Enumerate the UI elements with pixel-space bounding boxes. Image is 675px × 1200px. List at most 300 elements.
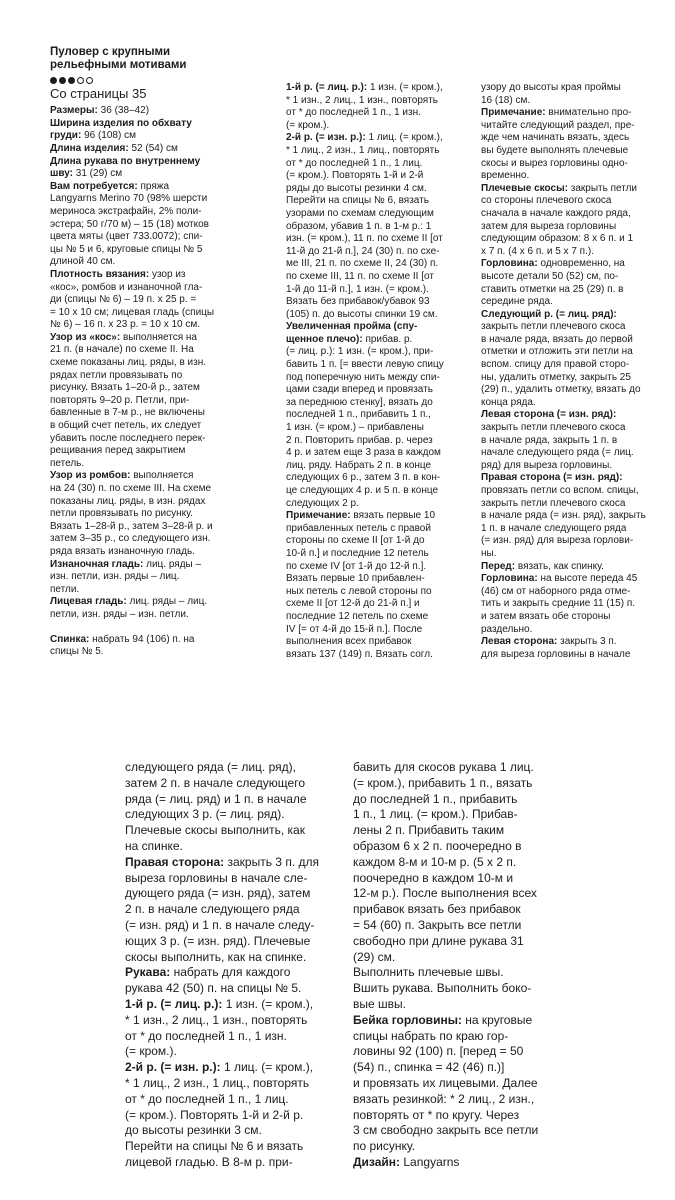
body-text: спицы № 5. xyxy=(50,646,104,658)
section-label: Правая сторона: xyxy=(125,854,228,869)
body-text: внимательно про- xyxy=(548,107,632,119)
body-text: (= изн. ряд) для выреза горлови- xyxy=(481,535,634,547)
body-text: вязать, как спинку. xyxy=(517,560,604,572)
text-line xyxy=(50,634,272,647)
body-text: затем 3–35 р., со следующего изн. xyxy=(50,533,211,545)
body-text: следующего ряда (= лиц. ряд), xyxy=(125,760,296,774)
section-label: 1-й р. (= лиц. р.): xyxy=(286,82,370,93)
body-text: пряжа xyxy=(140,180,169,192)
body-text: 1 лиц. (= кром.), xyxy=(223,1060,314,1075)
body-text: тить и закрыть средние 11 (15) п. xyxy=(481,598,636,610)
section-label: Примечание: xyxy=(481,107,549,119)
body-text: ны, удалить отметку, закрыть 25 xyxy=(481,371,631,383)
text-line xyxy=(286,195,478,208)
body-text: * 1 лиц., 2 изн., 1 лиц., повторять xyxy=(125,1075,310,1090)
text-line xyxy=(353,965,573,981)
text-line xyxy=(353,871,573,887)
section-label: Плечевые скосы: xyxy=(481,182,571,194)
text-line xyxy=(50,533,272,546)
text-line xyxy=(125,1108,335,1124)
body-text: начале следующего ряда (= лиц. xyxy=(481,447,634,459)
text-line xyxy=(125,792,335,808)
body-text: (46) см от наборного ряда отме- xyxy=(481,585,631,597)
body-text: закрыть петли плечевого скоса xyxy=(481,321,626,333)
body-text: петли, изн. ряды – изн. петли. xyxy=(50,608,189,620)
text-line xyxy=(50,483,272,496)
body-text: (54) п., спинка = 42 (46) п.)] xyxy=(353,1060,505,1075)
text-line xyxy=(50,105,272,118)
section-label: Длина изделия: xyxy=(50,142,132,154)
text-line xyxy=(481,158,671,171)
text-line xyxy=(286,435,478,448)
text-line xyxy=(286,296,478,309)
text-line xyxy=(353,1108,573,1124)
text-line xyxy=(125,855,335,871)
body-text: * 1 изн., 2 лиц., 1 изн., повторять xyxy=(286,94,438,106)
body-text: Langyarns Merino 70 (98% шерсти xyxy=(50,193,208,205)
body-text: на круговые xyxy=(465,1012,533,1027)
body-text: закрыть 3 п. для xyxy=(227,854,319,869)
text-line xyxy=(50,395,272,408)
text-line xyxy=(481,372,671,385)
text-line xyxy=(286,535,478,548)
body-text: в начале ряда, вязать до первой xyxy=(481,333,633,345)
body-text: повторять от * по кругу. Через xyxy=(353,1107,520,1122)
body-text: узор из xyxy=(151,268,186,280)
body-text: образом 6 х 2 п. поочередно в xyxy=(353,838,522,853)
text-line xyxy=(286,598,478,611)
body-text: схеме показаны лиц. ряды, в изн. xyxy=(50,357,207,369)
body-text: петель. xyxy=(50,457,85,469)
body-text: выполнения всех прибавок xyxy=(286,636,412,648)
body-text: прибавленных петель с правой xyxy=(286,522,431,534)
text-line xyxy=(481,636,671,649)
text-line xyxy=(286,372,478,385)
body-text: 52 (54) см xyxy=(131,142,178,154)
text-line xyxy=(50,470,272,483)
text-line xyxy=(353,1076,573,1092)
body-text: 1 изн. (= кром.), xyxy=(225,996,314,1011)
body-text: вязать 137 (149) п. Вязать согл. xyxy=(286,648,433,660)
text-line xyxy=(286,447,478,460)
body-text: скосы и вырез горловины одно- xyxy=(481,157,628,169)
text-line xyxy=(481,485,671,498)
body-text: следующих 3 р. (= лиц. ряд). xyxy=(125,807,285,822)
body-text: «кос», ромбов и изнаночной гла- xyxy=(50,281,203,293)
section-label: Плотность вязания: xyxy=(50,268,152,280)
text-line xyxy=(353,997,573,1013)
text-line xyxy=(50,521,272,534)
text-line xyxy=(353,855,573,871)
body-text: затем 2 п. в начале следующего xyxy=(125,775,305,790)
body-text: 1 изн. (= кром.), xyxy=(369,82,443,93)
text-line xyxy=(50,357,272,370)
text-line xyxy=(353,981,573,997)
filled-dot-icon xyxy=(59,77,66,84)
body-text: Вязать без прибавок/убавок 93 xyxy=(286,296,430,308)
body-text: 1-й до 11-й п.], 1 изн. (= кром.). xyxy=(286,283,429,295)
text-line xyxy=(50,269,272,282)
text-line xyxy=(125,997,335,1013)
body-text: ловины 92 (100) п. [перед = 50 xyxy=(353,1044,524,1059)
section-label: Размеры: xyxy=(50,105,101,117)
body-text: вые швы. xyxy=(353,996,406,1011)
body-text: (105) п. до высоты спинки 19 см. xyxy=(286,308,438,320)
text-line xyxy=(50,596,272,609)
text-line xyxy=(481,120,671,133)
body-text: образом, убавив 1 п. в 1-м р.: 1 xyxy=(286,220,432,232)
section-label: Примечание: xyxy=(286,510,354,522)
body-text: ряда вязать изнаночную гладь. xyxy=(50,545,195,557)
text-line xyxy=(286,472,478,485)
section-label: щенное плечо): xyxy=(286,333,366,345)
text-line xyxy=(286,309,478,322)
text-line xyxy=(50,559,272,572)
text-line xyxy=(125,1076,335,1092)
body-text: со стороны плечевого скоса xyxy=(481,195,612,207)
body-text: Перейти на спицы № 6, вязать xyxy=(286,195,429,207)
body-text: от * до последней 1 п., 1 изн. xyxy=(286,107,421,119)
text-line xyxy=(125,1092,335,1108)
text-line xyxy=(50,433,272,446)
body-text: спицы набрать по краю гор- xyxy=(353,1028,509,1043)
body-text: 12-м р.). После выполнения всех xyxy=(353,886,537,901)
body-text: 11-й до 21-й п.], 24 (30) п. по схе- xyxy=(286,245,440,257)
text-line xyxy=(286,82,478,95)
text-line xyxy=(481,183,671,196)
body-text: длиной 40 см. xyxy=(50,256,116,268)
text-line xyxy=(286,611,478,624)
body-text: на спинке. xyxy=(125,838,183,853)
text-line xyxy=(481,170,671,183)
text-line xyxy=(286,208,478,221)
text-line xyxy=(50,319,272,332)
text-line xyxy=(481,397,671,410)
text-line xyxy=(286,233,478,246)
body-text: 96 (108) см xyxy=(84,130,136,142)
body-text: * 1 изн., 2 лиц., 1 изн., повторять xyxy=(125,1012,308,1027)
body-text: 36 (38–42) xyxy=(100,105,150,117)
column-4 xyxy=(125,760,335,1171)
section-label: Вам потребуется: xyxy=(50,180,141,192)
text-line xyxy=(481,573,671,586)
column-2 xyxy=(286,82,478,661)
body-text: прибавок вязать без прибавок xyxy=(353,902,521,917)
body-text: Вязать 1–28-й р., затем 3–28-й р. и xyxy=(50,520,213,532)
text-line xyxy=(50,168,272,181)
body-text: узорами по схемам следующим xyxy=(286,207,434,219)
text-line xyxy=(286,460,478,473)
body-text: (29) см. xyxy=(353,949,396,964)
body-text: изн. (= кром.), 11 п. по схеме II [от xyxy=(286,233,443,245)
text-line xyxy=(286,321,478,334)
text-line xyxy=(353,1092,573,1108)
text-line xyxy=(481,107,671,120)
text-line xyxy=(286,132,478,145)
section-label: Горловина: xyxy=(481,573,541,585)
body-text: середине ряда. xyxy=(481,296,553,308)
section-label: Рукава: xyxy=(125,965,174,980)
body-text: следующим образом: 8 х 6 п. и 1 xyxy=(481,233,634,245)
text-line xyxy=(125,1155,335,1171)
text-line xyxy=(353,950,573,966)
body-text: за переднюю стенку], вязать до xyxy=(286,396,433,408)
text-line xyxy=(353,918,573,934)
text-line xyxy=(50,571,272,584)
body-text: бавить для скосов рукава 1 лиц. xyxy=(353,760,534,774)
text-line xyxy=(125,965,335,981)
body-text: на высоте переда 45 xyxy=(540,573,638,585)
text-line xyxy=(353,1044,573,1060)
body-text: следующих 2 р. xyxy=(286,497,359,509)
text-line xyxy=(353,823,573,839)
body-text: 31 (29) см xyxy=(75,168,123,180)
body-text: (= лиц. р.): 1 изн. (= кром.), при- xyxy=(286,346,434,358)
column-3 xyxy=(481,82,671,661)
body-text: отметки и отложить эти петли на xyxy=(481,346,633,358)
text-line xyxy=(125,1139,335,1155)
text-line xyxy=(286,346,478,359)
text-line xyxy=(353,792,573,808)
section-label: 1-й р. (= лиц. р.): xyxy=(125,996,226,1011)
body-text: бавленные в 7-м р., не включены xyxy=(50,407,205,419)
text-line xyxy=(353,760,573,776)
text-line xyxy=(50,219,272,232)
text-line xyxy=(50,181,272,194)
article-title xyxy=(50,46,272,71)
body-text: убавить после последнего перек- xyxy=(50,432,206,444)
text-line xyxy=(50,420,272,433)
body-text: ряды до высоты резинки 4 см. xyxy=(286,182,427,194)
section-label: Горловина: xyxy=(481,258,541,270)
text-line xyxy=(125,871,335,887)
text-line xyxy=(353,886,573,902)
source-reference: Со страницы 35 xyxy=(50,86,147,102)
text-line xyxy=(481,422,671,435)
body-text: рещивания перед закрытием xyxy=(50,445,186,457)
body-text: в начале ряда (= изн. ряд), закрыть xyxy=(481,510,646,522)
text-line xyxy=(481,359,671,372)
body-text: петли. xyxy=(50,583,80,595)
text-line xyxy=(50,344,272,357)
body-text: 1 лиц. (= кром.), xyxy=(368,132,443,144)
column-5 xyxy=(353,760,573,1171)
body-text: 4 р. и затем еще 3 раза в каждом xyxy=(286,447,441,459)
body-text: IV [= от 4-й до 15-й п.]. После xyxy=(286,623,423,635)
body-text: вспом. спицу для правой сторо- xyxy=(481,359,630,371)
body-text: (= кром.). xyxy=(125,1044,177,1059)
empty-dot-icon xyxy=(86,77,93,84)
body-text: под поперечную нить между спи- xyxy=(286,371,440,383)
text-line xyxy=(286,624,478,637)
text-line xyxy=(125,823,335,839)
body-text: (= кром.). Повторять 1-й и 2-й xyxy=(286,170,424,182)
section-label: Узор из «кос»: xyxy=(50,331,123,343)
body-text: закрыть петли плечевого скоса xyxy=(481,497,626,509)
body-text: цами сзади вперед и провязать xyxy=(286,384,433,396)
text-line xyxy=(481,611,671,624)
body-text: для выреза горловины в начале xyxy=(481,648,631,660)
text-line xyxy=(50,382,272,395)
text-line xyxy=(286,183,478,196)
text-line xyxy=(125,776,335,792)
title-line: рельефными мотивами xyxy=(50,58,187,71)
body-text: на 24 (30) п. по схеме III. На схеме xyxy=(50,483,212,494)
body-text: ны. xyxy=(481,547,497,559)
text-line xyxy=(353,807,573,823)
body-text: от * до последней 1 п., 1 лиц. xyxy=(286,157,423,169)
text-line xyxy=(353,1155,573,1171)
section-label: Изнаночная гладь: xyxy=(50,558,147,570)
body-text: цы № 5 и 6, круговые спицы № 5 xyxy=(50,243,203,255)
text-line xyxy=(286,284,478,297)
body-text: затем для выреза горловины xyxy=(481,220,617,232)
text-line xyxy=(50,646,272,659)
text-line xyxy=(286,95,478,108)
section-label: Дизайн: xyxy=(353,1154,404,1169)
body-text: поочередно в каждом 10-м и xyxy=(353,870,514,885)
section-label: Длина рукава по внутреннему xyxy=(50,155,201,167)
body-text: 21 п. (в начале) по схеме II. На xyxy=(50,344,194,356)
body-text: Перейти на спицы № 6 и вязать xyxy=(125,1139,304,1154)
body-text: читайте следующий раздел, пре- xyxy=(481,119,635,131)
body-text: Вшить рукава. Выполнить боко- xyxy=(353,981,532,996)
body-text: (= изн. ряд) и 1 п. в начале следу- xyxy=(125,917,315,932)
text-line xyxy=(50,231,272,244)
text-line xyxy=(481,258,671,271)
body-text: до высоты резинки 3 см. xyxy=(125,1123,262,1138)
body-text: каждом 8-м и 10-м р. (5 х 2 п. xyxy=(353,854,517,869)
text-line xyxy=(481,535,671,548)
title-line: Пуловер с крупными xyxy=(50,46,171,58)
text-line xyxy=(286,107,478,120)
text-line xyxy=(481,221,671,234)
text-line xyxy=(286,384,478,397)
body-text: ных петель с левой стороны по xyxy=(286,585,432,597)
text-line xyxy=(125,1044,335,1060)
section-label: шву: xyxy=(50,168,76,180)
text-line xyxy=(50,370,272,383)
body-text: = 10 х 10 см; лицевая гладь (спицы xyxy=(50,306,215,318)
body-text: закрыть петли плечевого скоса xyxy=(481,422,626,434)
text-line xyxy=(481,246,671,259)
text-line xyxy=(481,523,671,536)
body-text: 1 п. в начале следующего ряда xyxy=(481,522,627,534)
body-text: до последней 1 п., прибавить xyxy=(353,791,518,806)
body-text: показаны лиц. ряды, в изн. рядах xyxy=(50,495,206,507)
text-line xyxy=(286,258,478,271)
text-line xyxy=(481,409,671,422)
text-line xyxy=(286,485,478,498)
text-line xyxy=(125,886,335,902)
text-line xyxy=(286,573,478,586)
body-text: в общий счет петель, их следует xyxy=(50,420,202,432)
section-label: Бейка горловины: xyxy=(353,1012,466,1027)
text-line xyxy=(286,548,478,561)
body-text: дующего ряда (= изн. ряд), затем xyxy=(125,886,311,901)
body-text: Langyarns xyxy=(403,1154,460,1169)
text-line xyxy=(481,624,671,637)
section-label: 2-й р. (= изн. р.): xyxy=(125,1060,224,1075)
text-line xyxy=(286,397,478,410)
body-text: = 54 (60) п. Закрыть все петли xyxy=(353,917,522,932)
text-line xyxy=(286,271,478,284)
body-text: высоте детали 50 (52) см, по- xyxy=(481,270,619,282)
text-line xyxy=(481,460,671,473)
text-line xyxy=(125,902,335,918)
body-text: эстера; 50 г/70 м) – 15 (18) мотков xyxy=(50,218,209,230)
body-text: раздельно. xyxy=(481,623,533,635)
text-line xyxy=(125,760,335,776)
body-text: закрыть 3 п. xyxy=(560,636,617,648)
text-line xyxy=(353,934,573,950)
text-line xyxy=(286,246,478,259)
text-line xyxy=(50,282,272,295)
body-text: одновременно, на xyxy=(540,258,625,270)
body-text: закрыть петли xyxy=(570,182,638,194)
text-line xyxy=(481,233,671,246)
text-line xyxy=(50,546,272,559)
text-line xyxy=(125,1013,335,1029)
text-line xyxy=(481,284,671,297)
body-text: прибав. р. xyxy=(365,333,413,345)
text-line xyxy=(353,776,573,792)
body-text: провязать петли со вспом. спицы, xyxy=(481,485,639,496)
text-line xyxy=(481,447,671,460)
text-line xyxy=(286,649,478,662)
body-text: Выполнить плечевые швы. xyxy=(353,965,504,980)
text-line xyxy=(286,523,478,536)
text-line xyxy=(286,158,478,171)
body-text: выполняется xyxy=(133,470,194,482)
filled-dot-icon xyxy=(50,77,57,84)
text-line xyxy=(353,1139,573,1155)
body-text: * 1 лиц., 2 изн., 1 лиц., повторять xyxy=(286,144,440,156)
body-text: петли провязывать по рисунку. xyxy=(50,508,193,520)
body-text: и затем вязать обе стороны xyxy=(481,610,611,622)
text-line xyxy=(353,1060,573,1076)
body-text: вязать резинкой: * 2 лиц., 2 изн., xyxy=(353,1091,535,1106)
body-text: (= кром.). Повторять 1-й и 2-й р. xyxy=(125,1107,304,1122)
text-line xyxy=(50,130,272,143)
section-label: Спинка: xyxy=(50,633,93,645)
text-line xyxy=(481,271,671,284)
body-text: лиц. ряды – лиц. xyxy=(129,596,208,608)
text-line xyxy=(50,156,272,169)
text-line xyxy=(481,510,671,523)
text-line xyxy=(125,981,335,997)
body-text: вы будете выполнять плечевые xyxy=(481,144,629,156)
body-text: 10-й п.] и последние 12 петель xyxy=(286,547,429,559)
body-text: бавить 1 п. [= ввести левую спицу xyxy=(286,359,444,371)
body-text: узору до высоты края проймы xyxy=(481,82,621,93)
body-text: ди (спицы № 6) – 19 п. х 25 р. = xyxy=(50,294,197,306)
body-text: лиц. ряду. Набрать 2 п. в конце xyxy=(286,459,432,471)
body-text: скосы выполнить, как на спинке. xyxy=(125,949,307,964)
text-line xyxy=(353,839,573,855)
text-line xyxy=(353,902,573,918)
body-text: повторять 9–20 р. Петли, при- xyxy=(50,394,190,406)
text-line xyxy=(481,435,671,448)
text-line xyxy=(481,598,671,611)
text-line xyxy=(481,548,671,561)
text-line xyxy=(50,307,272,320)
body-text: схеме II [от 12-й до 21-й п.] и xyxy=(286,598,420,610)
text-line xyxy=(50,609,272,622)
body-text: Вязать первые 10 прибавлен- xyxy=(286,573,425,585)
text-line xyxy=(481,649,671,662)
body-text: 2 п. в начале следующего ряда xyxy=(125,902,300,917)
